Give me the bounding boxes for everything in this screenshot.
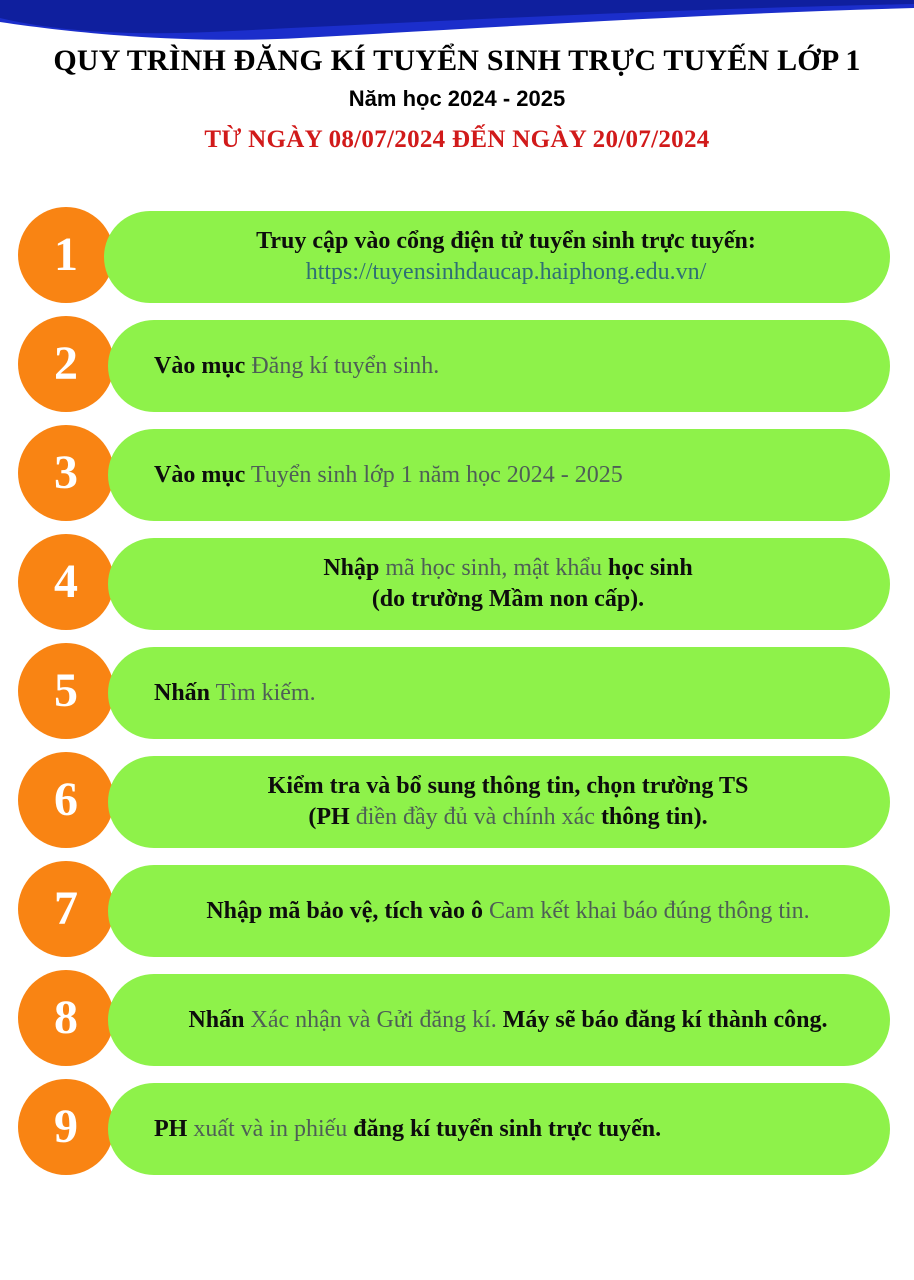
step-number-badge: 4 — [18, 534, 114, 630]
step-5-bold: Nhấn — [154, 679, 211, 706]
step-pill — [108, 756, 890, 848]
step-pill — [108, 320, 890, 412]
step-item — [0, 968, 914, 1072]
step-3-bold: Vào mục — [154, 461, 246, 488]
step-pill — [108, 1083, 890, 1175]
step-1-line1: Truy cập vào cổng điện tử tuyển sinh trực tuyến: — [256, 228, 756, 255]
step-4-bold: Nhập — [323, 555, 380, 582]
step-2-soft: Đăng kí tuyển sinh. — [251, 352, 440, 379]
step-8-bold: Nhấn — [188, 1006, 245, 1033]
date-range-text: TỪ NGÀY 08/07/2024 ĐẾN NGÀY 20/07/2024 — [204, 125, 710, 153]
step-6-line1: Kiểm tra và bổ sung thông tin, chọn trường TS — [267, 773, 749, 800]
step-text — [154, 678, 316, 709]
step-4-line2: (do trường Mầm non cấp). — [371, 586, 645, 612]
step-4-bold2: học sinh — [607, 555, 693, 582]
step-item — [0, 532, 914, 636]
step-9-bold2: đăng kí tuyển sinh trực tuyến. — [353, 1115, 662, 1142]
step-9-soft: xuất và in phiếu — [193, 1115, 348, 1142]
step-number-badge: 5 — [18, 643, 114, 739]
step-text — [323, 553, 692, 614]
step-text — [154, 1114, 661, 1145]
step-3-soft: Tuyển sinh lớp 1 năm học 2024 - 2025 — [250, 461, 623, 488]
step-1-url[interactable]: https://tuyensinhdaucap.haiphong.edu.vn/ — [305, 259, 707, 285]
step-text — [256, 226, 756, 287]
step-text — [206, 896, 809, 927]
step-text — [154, 351, 439, 382]
step-6-line2-b: thông tin). — [600, 804, 708, 830]
step-item — [0, 641, 914, 745]
step-8-soft: Xác nhận và Gửi đăng kí. — [250, 1006, 497, 1033]
step-8-bold2: Máy sẽ báo đăng kí thành công. — [502, 1006, 828, 1033]
step-number-badge: 1 — [18, 207, 114, 303]
step-pill — [104, 211, 890, 303]
step-pill — [108, 865, 890, 957]
step-text — [268, 771, 749, 832]
step-7-soft: Cam kết khai báo đúng thông tin. — [489, 897, 810, 924]
school-year-subtitle: Năm học 2024 - 2025 — [348, 85, 566, 111]
step-pill — [108, 647, 890, 739]
step-number-badge: 8 — [18, 970, 114, 1066]
top-banner-decoration — [0, 0, 914, 42]
header-block — [0, 44, 914, 154]
step-number-badge: 9 — [18, 1079, 114, 1175]
steps-list — [0, 205, 914, 1186]
step-item — [0, 423, 914, 527]
step-number-badge: 6 — [18, 752, 114, 848]
step-item — [0, 750, 914, 854]
step-6-line2-a: (PH — [308, 804, 350, 830]
step-6-line2-soft: điền đầy đủ và chính xác — [355, 804, 595, 830]
step-7-bold: Nhập mã bảo vệ, tích vào ô — [206, 897, 484, 924]
step-9-bold: PH — [154, 1115, 188, 1142]
step-item — [0, 1077, 914, 1181]
step-pill — [108, 429, 890, 521]
step-item — [0, 205, 914, 309]
step-number-badge: 2 — [18, 316, 114, 412]
step-text — [154, 460, 623, 491]
step-4-soft: mã học sinh, mật khẩu — [385, 555, 602, 582]
step-5-soft: Tìm kiếm. — [215, 679, 316, 706]
step-number-badge: 7 — [18, 861, 114, 957]
step-pill — [108, 538, 890, 630]
page-title: QUY TRÌNH ĐĂNG KÍ TUYỂN SINH TRỰC TUYẾN LỚP 1 — [53, 44, 861, 77]
step-pill — [108, 974, 890, 1066]
step-item — [0, 314, 914, 418]
step-2-bold: Vào mục — [154, 352, 246, 379]
step-text — [188, 1005, 827, 1036]
step-number-badge: 3 — [18, 425, 114, 521]
step-item — [0, 859, 914, 963]
